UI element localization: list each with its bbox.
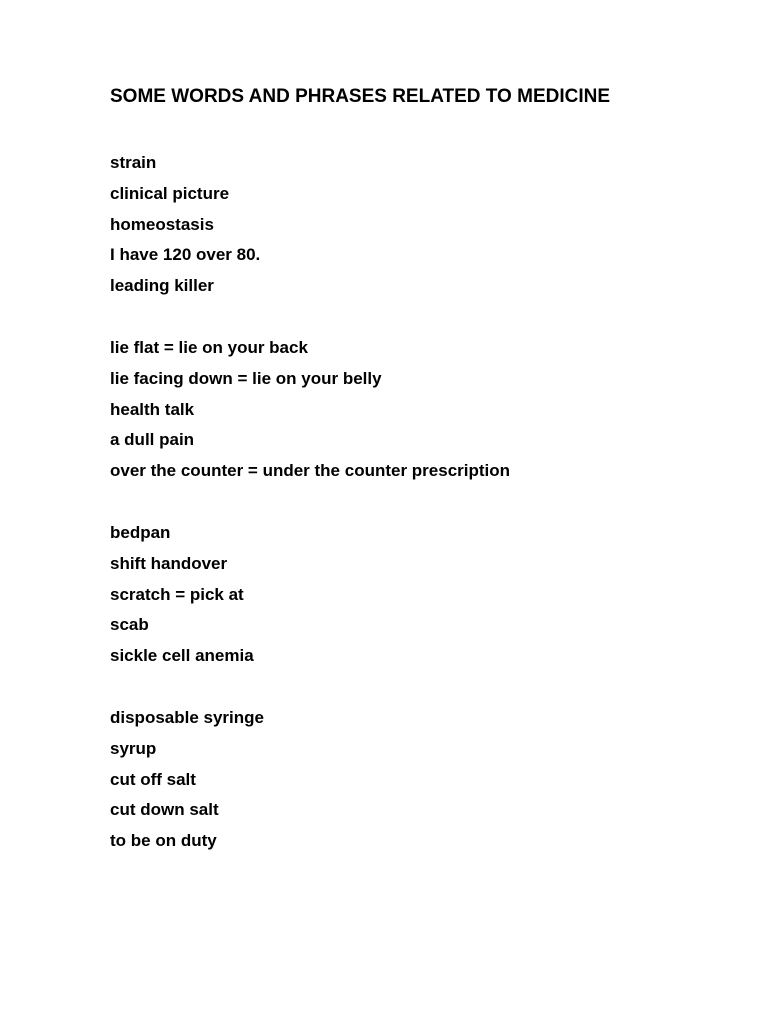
phrase-item: shift handover [110,553,228,573]
phrase-item: lie facing down = lie on your belly [110,368,382,388]
document-title: SOME WORDS AND PHRASES RELATED TO MEDICINE [110,86,611,107]
phrase-item: over the counter = under the counter prescription [110,461,511,481]
phrase-item: I have 120 over 80. [110,245,261,265]
phrase-item: sickle cell anemia [110,646,254,666]
phrase-item: strain [110,153,157,172]
phrase-item: cut down salt [110,800,219,820]
phrase-item: clinical picture [110,183,230,203]
phrase-item: homeostasis [110,214,214,234]
phrase-item: scratch = pick at [110,584,244,604]
phrase-item: syrup [110,738,157,758]
phrase-item: scab [110,615,149,635]
phrase-group-2 [110,333,510,487]
phrase-item: health talk [110,399,195,419]
phrase-item: to be on duty [110,831,217,851]
phrase-item: disposable syringe [110,708,264,727]
phrase-item: leading killer [110,276,214,296]
phrase-item: lie flat = lie on your back [110,338,308,357]
phrase-group-1 [110,148,260,302]
phrase-item: bedpan [110,523,171,542]
phrase-group-4 [110,703,264,857]
phrase-group-3 [110,518,254,672]
phrase-item: a dull pain [110,430,195,450]
phrase-item: cut off salt [110,769,196,789]
